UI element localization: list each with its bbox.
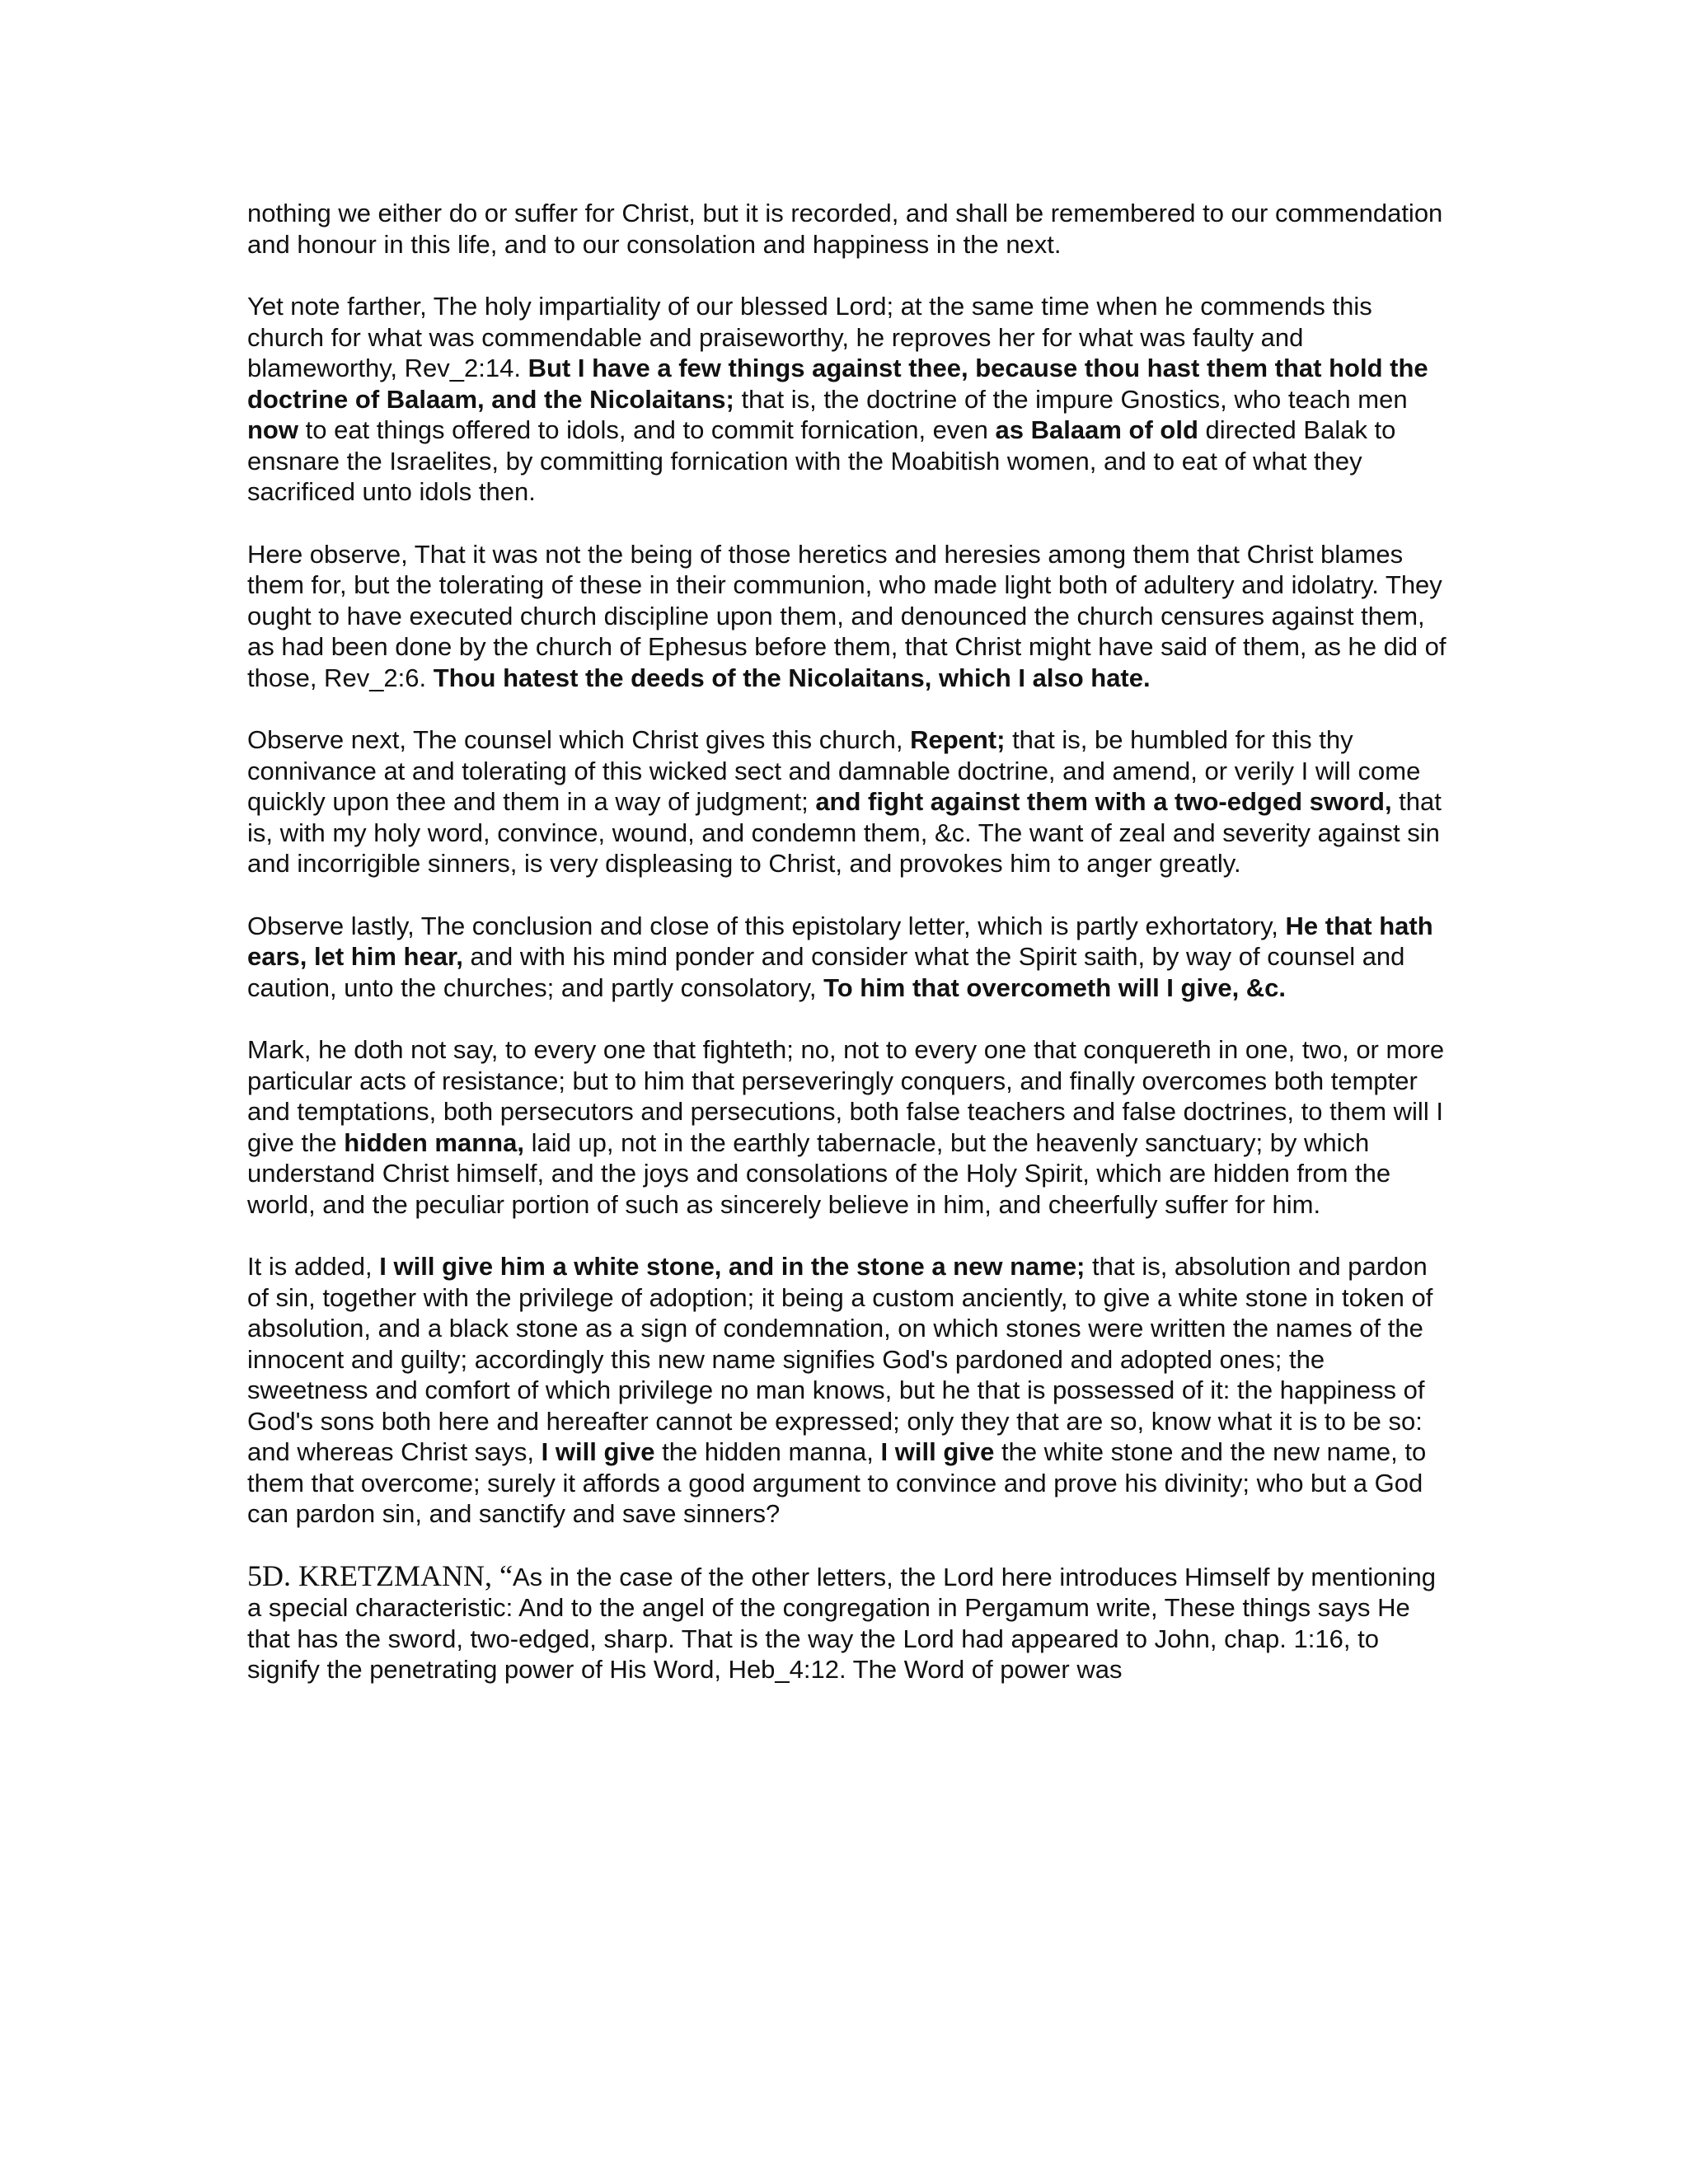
bold-phrase: I will give <box>880 1437 995 1466</box>
text: laid up, not in the earthly tabernacle, but the heavenly sanctuary; by which understand Christ himself, and the joys and consolations of the Holy Spirit, which are hidden from the world, and the peculiar portion of such as sincerely believe in him, and cheerfully suffer for him. <box>247 1127 1391 1219</box>
bold-phrase: hidden manna, <box>344 1127 524 1157</box>
bold-phrase: I will give <box>541 1437 655 1466</box>
bold-scripture-quote: Thou hatest the deeds of the Nicolaitans, which I also hate. <box>433 663 1151 692</box>
bold-scripture-quote: and fight against them with a two-edged sword, <box>815 787 1392 816</box>
paragraph-4 <box>247 724 1451 879</box>
bold-scripture-quote: But I have a few things against thee, because thou hast them that hold the doctrine of Balaam, and the Nicolaitans; <box>247 354 1428 414</box>
text: nothing we either do or suffer for Christ, but it is recorded, and shall be remembered to our commendation and honour in this life, and to our consolation and happiness in the next. <box>247 199 1443 259</box>
text: and with his mind ponder and consider what the Spirit saith, by way of counsel and caution, unto the churches; and partly consolatory, <box>247 942 1405 1002</box>
text: Observe next, The counsel which Christ gives this church, <box>247 725 911 754</box>
text: the hidden manna, <box>654 1437 881 1466</box>
text: Mark, he doth not say, to every one that fighteth; no, not to every one that conquereth in one, two, or more particular acts of resistance; but to him that perseveringly conquers, and finally overcomes both tempter and temptations, both persecutors and persecutions, both false teachers and false doctrines, to them will I give the <box>247 1035 1445 1157</box>
paragraph-5 <box>247 911 1451 1004</box>
bold-scripture-quote: He that hath ears, let him hear, <box>247 911 1433 971</box>
text: It is added, <box>247 1252 380 1281</box>
paragraph-8 <box>247 1558 1451 1685</box>
text: Observe lastly, The conclusion and close of this epistolary letter, which is partly exhortatory, <box>247 911 1286 940</box>
bold-phrase: as Balaam of old <box>995 415 1198 444</box>
bold-scripture-quote: To him that overcometh will I give, &c. <box>823 972 1287 1002</box>
text: As in the case of the other letters, the Lord here introduces Himself by mentioning a special characteristic: And to the angel of the congregation in Pergamum write, These things says He that has the sword, two-edged, sharp. That is the way the Lord had appeared to John, chap. 1:16, to signify the penetrating power of His Word, Heb_4:12. The Word of power was <box>247 1562 1437 1684</box>
text: that is, the doctrine of the impure Gnostics, who teach men <box>734 384 1408 414</box>
text: the white stone and the new name, to them that overcome; surely it affords a good argument to convince and prove his divinity; who but a God can pardon sin, and sanctify and save sinners? <box>247 1437 1427 1528</box>
commentary-heading: 5D. KRETZMANN, “ <box>247 1558 513 1592</box>
paragraph-7 <box>247 1251 1451 1530</box>
bold-word: now <box>247 415 298 444</box>
bold-word: Repent; <box>910 725 1006 754</box>
text: Yet note farther, The holy impartiality of our blessed Lord; at the same time when he commends this church for what was commendable and praiseworthy, he reproves her for what was faulty and blameworthy, Rev_2:14. <box>247 292 1372 382</box>
paragraph-6 <box>247 1034 1451 1220</box>
paragraph-1 <box>247 198 1451 260</box>
text: that is, absolution and pardon of sin, together with the privilege of adoption; it being a custom anciently, to give a white stone in token of absolution, and a black stone as a sign of condemnation, on which stones were written the names of the innocent and guilty; accordingly this new name signifies God's pardoned and adopted ones; the sweetness and comfort of which privilege no man knows, but he that is possessed of it: the happiness of God's sons both here and hereafter cannot be expressed; only they that are so, know what it is to be so: and whereas Christ says, <box>247 1252 1433 1466</box>
paragraph-2 <box>247 291 1451 508</box>
document-page <box>247 198 1451 1717</box>
text: directed Balak to ensnare the Israelites, by committing fornication with the Moabitish women, and to eat of what they sacrificed unto idols then. <box>247 415 1396 506</box>
text: Here observe, That it was not the being of those heretics and heresies among them that Christ blames them for, but the tolerating of these in their communion, who made light both of adultery and idolatry. They ought to have executed church discipline upon them, and denounced the church censures against them, as had been done by the church of Ephesus before them, that Christ might have said of them, as he did of those, Rev_2:6. <box>247 539 1447 692</box>
text: that is, with my holy word, convince, wound, and condemn them, &c. The want of zeal and severity against sin and incorrigible sinners, is very displeasing to Christ, and provokes him to anger greatly. <box>247 787 1442 878</box>
text: to eat things offered to idols, and to commit fornication, even <box>298 415 996 444</box>
paragraph-3 <box>247 539 1451 694</box>
bold-scripture-quote: I will give him a white stone, and in the stone a new name; <box>379 1252 1085 1281</box>
text: that is, be humbled for this thy connivance at and tolerating of this wicked sect and damnable doctrine, and amend, or verily I will come quickly upon thee and them in a way of judgment; <box>247 725 1421 816</box>
